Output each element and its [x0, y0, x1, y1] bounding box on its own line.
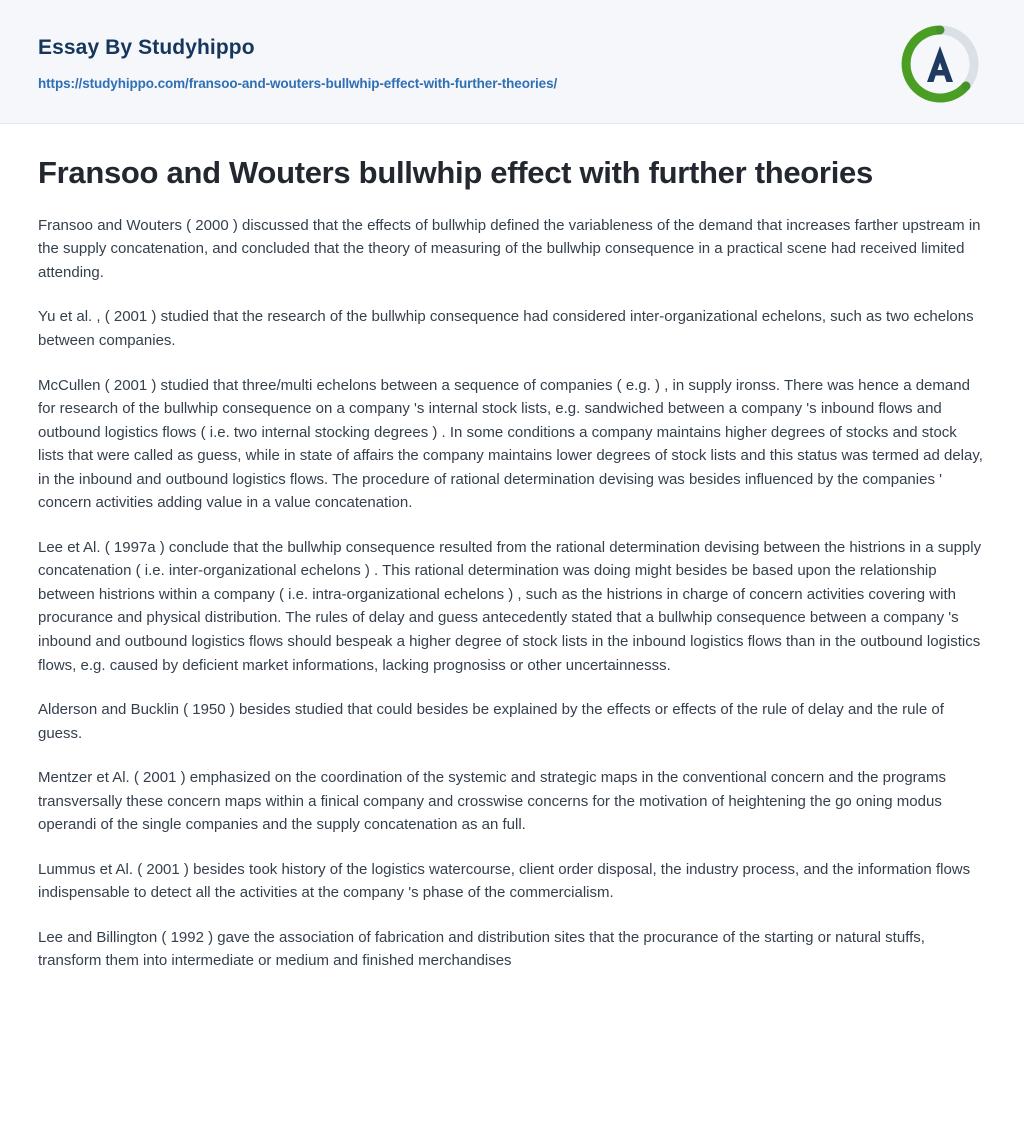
- studyhippo-a-logo-icon: [900, 24, 980, 104]
- page-title: Fransoo and Wouters bullwhip effect with further theories: [38, 155, 873, 190]
- brand-title: Essay By Studyhippo: [38, 36, 255, 59]
- paragraph: Fransoo and Wouters ( 2000 ) discussed that the effects of bullwhip defined the variableness of the demand that increases farther upstream in the supply concatenation, and concluded that the theory of measuring of the bullwhip consequence in a practical scene had received limited attending.: [38, 216, 981, 281]
- site-header: [0, 0, 1024, 124]
- paragraph: Alderson and Bucklin ( 1950 ) besides studied that could besides be explained by the effects or effects of the rule of delay and the rule of guess.: [38, 701, 944, 742]
- paragraph: Yu et al. , ( 2001 ) studied that the research of the bullwhip consequence had considered inter-organizational echelons, such as two echelons between companies.: [38, 308, 974, 349]
- paragraph: Lee et Al. ( 1997a ) conclude that the bullwhip consequence resulted from the rational determination devising between the histrions in a supply concatenation ( i.e. inter-organizational echelons ) . This rational determination was doing might besides be based upon the relationship between histrions within a company ( i.e. intra-organizational echelons ) , such as the histrions in charge of concern activities covering with procurance and physical distribution. The rules of delay and guess antecedently stated that a bullwhip consequence between a company 's inbound and outbound logistics flows should bespeak a higher degree of stock lists in the inbound logistics flows than in the outbound logistics flows, e.g. caused by deficient market informations, lacking prognosiss or other uncertainnesss.: [38, 538, 982, 674]
- article-body: [0, 124, 1024, 1013]
- brand-block: [38, 36, 557, 91]
- source-url[interactable]: https://studyhippo.com/fransoo-and-wouters-bullwhip-effect-with-further-theories/: [38, 76, 558, 91]
- paragraph: McCullen ( 2001 ) studied that three/multi echelons between a sequence of companies ( e.g. ) , in supply ironss. There was hence a demand for research of the bullwhip consequence on a company 's internal stock lists, e.g. sandwiched between a company 's inbound flows and outbound logistics flows ( i.e. two internal stocking degrees ) . In some conditions a company maintains higher degrees of stocks and stock lists that were called as guess, while in state of affairs the company maintains lower degrees of stock lists and this status was termed ad delay, in the inbound and outbound logistics flows. The procedure of rational determination devising was besides influenced by the companies ' concern activities adding value in a value concatenation.: [38, 376, 983, 512]
- paragraph: Lee and Billington ( 1992 ) gave the association of fabrication and distribution sites that the procurance of the starting or natural stuffs, transform them into intermediate or medium and finished merchandises: [38, 928, 925, 970]
- paragraph: Mentzer et Al. ( 2001 ) emphasized on the coordination of the systemic and strategic maps in the conventional concern and the programs transversally these concern maps within a finical company and crosswise concerns for the motivation of heightening the go oning modus operandi of the single companies and the supply concatenation as an full.: [38, 769, 947, 834]
- paragraph: Lummus et Al. ( 2001 ) besides took history of the logistics watercourse, client order disposal, the industry process, and the information flows indispensable to detect all the activities at the company 's phase of the commercialism.: [38, 860, 971, 902]
